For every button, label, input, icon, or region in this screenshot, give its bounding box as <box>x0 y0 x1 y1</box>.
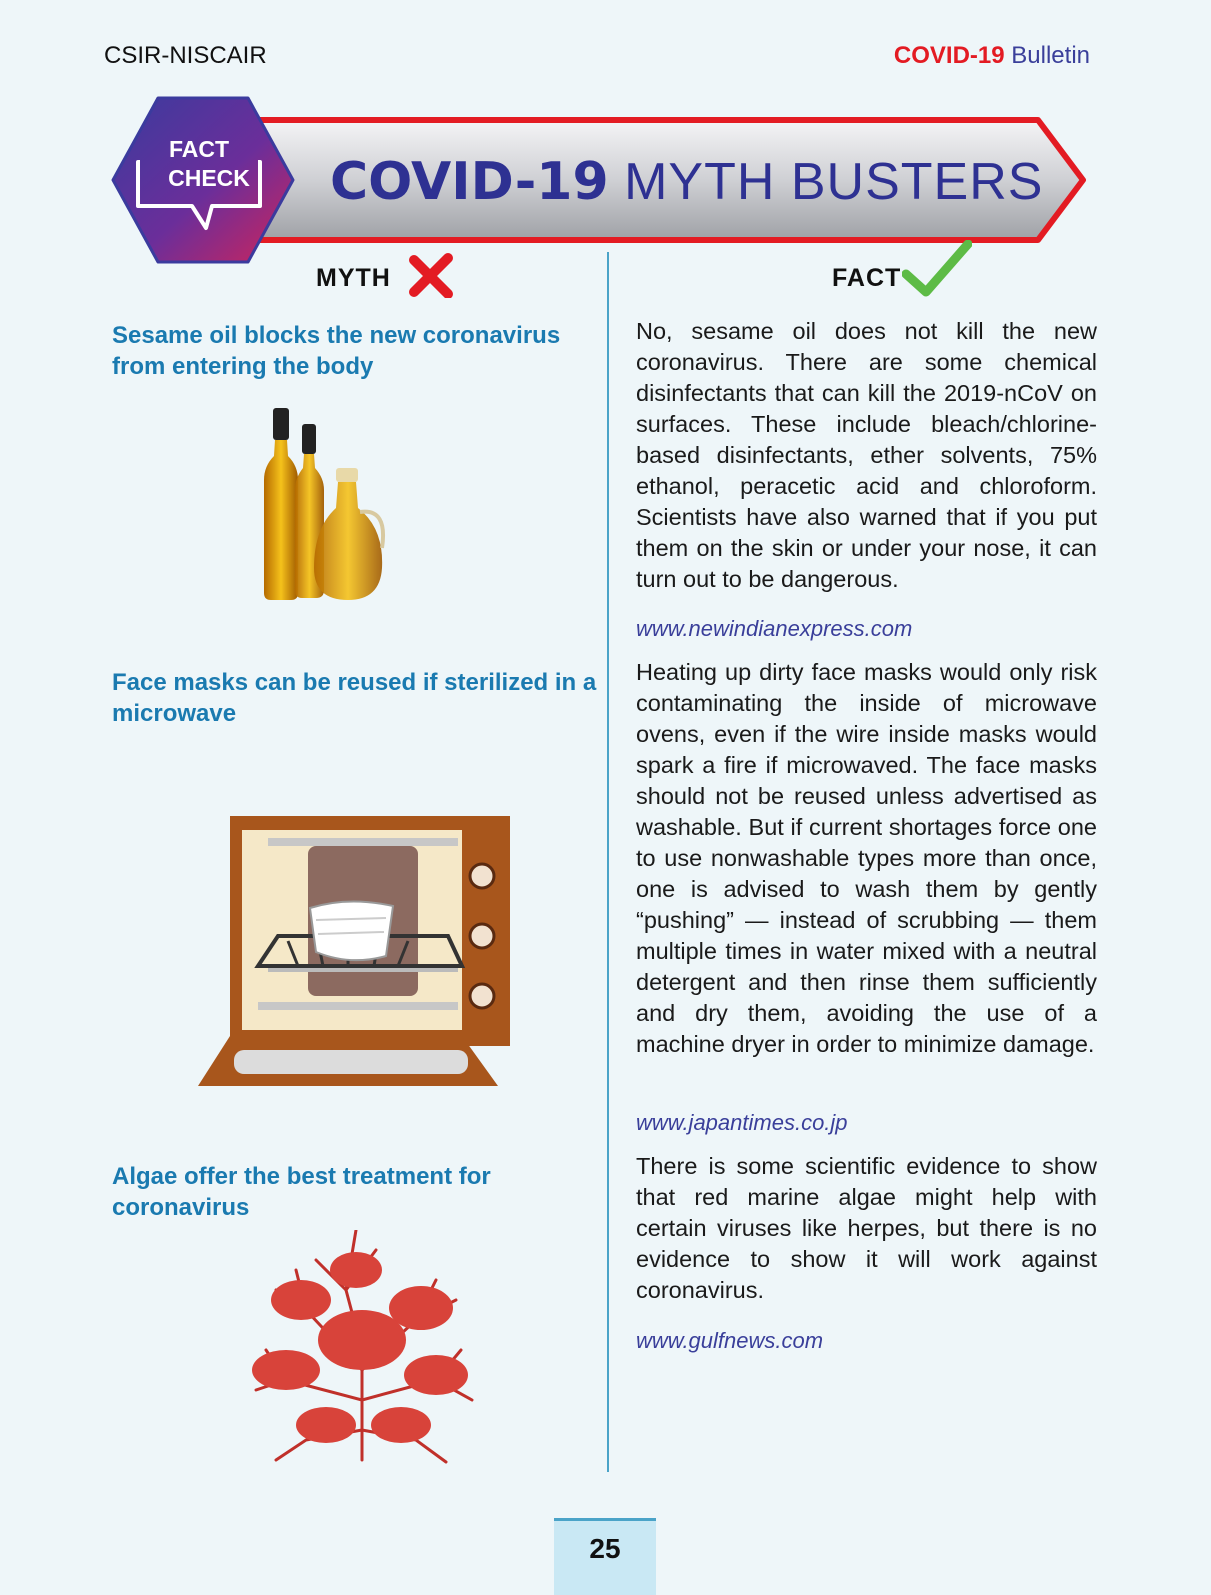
green-check-icon <box>902 240 972 298</box>
banner-title-bold: COVID-19 <box>330 152 609 212</box>
column-divider <box>607 252 609 1472</box>
bulletin-title-blue: Bulletin <box>1011 42 1090 69</box>
myth-label: MYTH <box>316 264 391 292</box>
badge-line-2: CHECK <box>168 165 250 191</box>
myth-text: Algae offer the best treatment for coronavirus <box>112 1163 491 1221</box>
banner-title <box>330 152 1043 212</box>
fact-text: Heating up dirty face masks would only risk contaminating the inside of microwave ovens, even if the wire inside masks would spark a fire if microwaved. The face masks should not be reused unless advertised as washable. But if current shortages force one to use nonwashable types more than once, one is advised to wash them by gently “pushing” — instead of scrubbing — them multiple times in water mixed with a neutral detergent and then rinse them sufficiently and dry them, avoiding the use of a machine dryer in order to minimize damage. <box>636 659 1097 1057</box>
red-cross-icon <box>408 252 454 298</box>
microwave-oven-image <box>198 816 510 1104</box>
publisher-name: CSIR-NISCAIR <box>104 42 267 69</box>
fact-text: There is some scientific evidence to show that red marine algae might help with certain viruses like herpes, but there is no evidence to show it will work against coronavirus. <box>636 1153 1097 1303</box>
banner-title-rest: MYTH BUSTERS <box>624 153 1044 211</box>
myth-text: Face masks can be reused if sterilized in a microwave <box>112 669 597 727</box>
bulletin-title-red: COVID-19 <box>893 42 1005 69</box>
fact-label: FACT <box>832 264 902 292</box>
red-algae-image <box>246 1230 478 1466</box>
myth-text: Sesame oil blocks the new coronavirus from entering the body <box>112 322 561 380</box>
fact-column-heading <box>832 264 901 293</box>
source-link[interactable]: www.newindianexpress.com <box>636 616 913 641</box>
bulletin-title <box>894 42 1090 70</box>
badge-line-1: FACT <box>168 136 230 162</box>
page-number: 25 <box>554 1518 656 1595</box>
source-link[interactable]: www.gulfnews.com <box>636 1328 824 1353</box>
oil-bottles-image <box>264 408 394 608</box>
myth-column-heading <box>316 264 391 293</box>
source-link[interactable]: www.japantimes.co.jp <box>636 1110 848 1135</box>
fact-text: No, sesame oil does not kill the new coronavirus. There are some chemical disinfectants that can kill the 2019-nCoV on surfaces. These include bleach/chlorine-based disinfectants, ether solvents, 75% ethanol, peracetic acid and chloroform. Scientists have also warned that if you put them on the skin or under your nose, it can turn out to be dangerous. <box>636 318 1097 592</box>
